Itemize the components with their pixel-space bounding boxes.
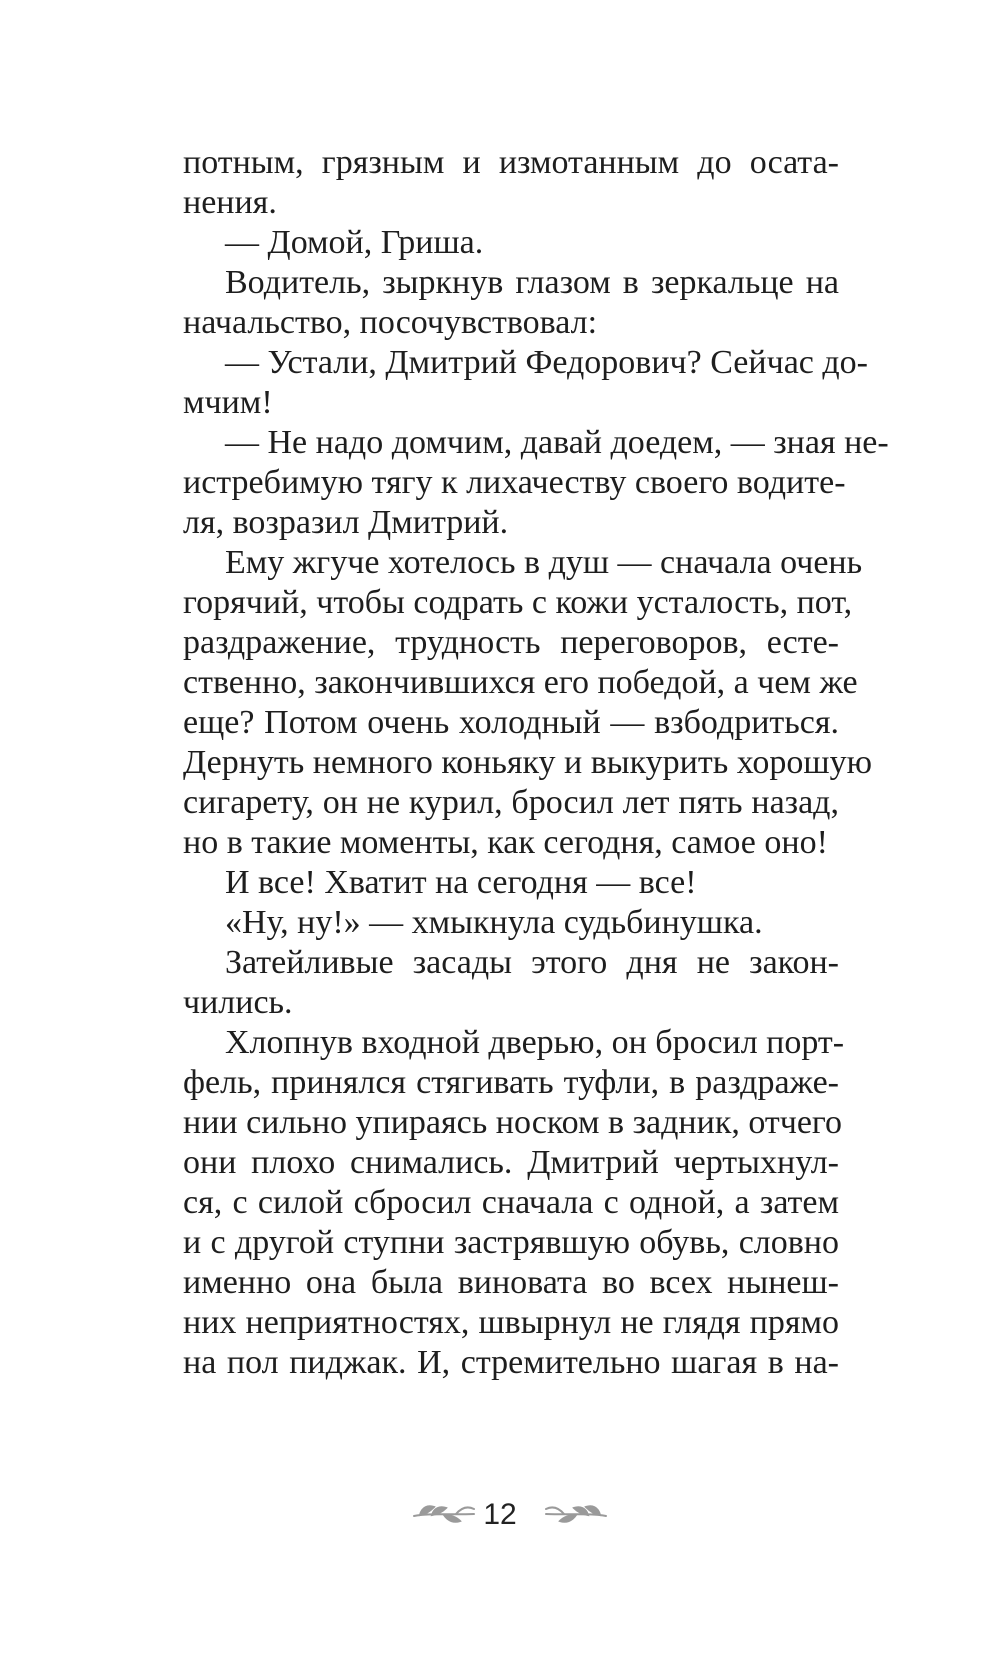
text-line: «Ну, ну!» — хмыкнула судьбинушка. (225, 904, 763, 941)
text-line: сигарету, он не курил, бросил лет пять назад, (183, 784, 839, 821)
text-line: ственно, закончившихся его победой, а чем же (183, 664, 858, 701)
text-line: мчим! (183, 384, 273, 421)
text-line: — Не надо домчим, давай доедем, — зная не- (225, 424, 889, 461)
leaf-ornament-right-icon (540, 1501, 610, 1529)
text-line: Хлопнув входной дверью, он бросил порт- (225, 1024, 845, 1061)
text-line: но в такие моменты, как сегодня, самое оно! (183, 824, 828, 861)
text-line: ся, с силой сбросил сначала с одной, а затем (183, 1184, 839, 1221)
text-line: — Устали, Дмитрий Федорович? Сейчас до- (225, 344, 868, 381)
text-line: именно она была виновата во всех нынеш- (183, 1264, 839, 1301)
text-line: горячий, чтобы содрать с кожи усталость, пот, (183, 584, 853, 621)
text-line: еще? Потом очень холодный — взбодриться. (183, 704, 839, 741)
text-line: Водитель, зыркнув глазом в зеркальце на (225, 264, 839, 301)
text-line: потным, грязным и измотанным до осата- (183, 144, 839, 181)
text-line: нения. (183, 184, 277, 221)
page-number: 12 (483, 1498, 517, 1531)
text-line: нии сильно упираясь носком в задник, отчего (183, 1104, 843, 1141)
text-line: — Домой, Гриша. (225, 224, 484, 261)
text-line: на пол пиджак. И, стремительно шагая в на- (183, 1344, 839, 1381)
text-line: Ему жгуче хотелось в душ — сначала очень (225, 544, 863, 581)
text-line: Дернуть немного коньяку и выкурить хорошую (183, 744, 872, 781)
text-line: истребимую тягу к лихачеству своего водите- (183, 464, 846, 501)
text-line: раздражение, трудность переговоров, есте- (183, 624, 839, 661)
text-line: и с другой ступни застрявшую обувь, словно (183, 1224, 839, 1261)
text-line: они плохо снимались. Дмитрий чертыхнул- (183, 1144, 839, 1181)
text-line: Затейливые засады этого дня не закон- (225, 944, 839, 981)
text-line: них неприятностях, швырнул не глядя прямо (183, 1304, 839, 1341)
text-line: чились. (183, 984, 293, 1021)
text-line: начальство, посочувствовал: (183, 304, 598, 341)
page-footer (0, 1495, 1000, 1535)
text-line: И все! Хватит на сегодня — все! (225, 864, 697, 901)
text-line: ля, возразил Дмитрий. (183, 504, 509, 541)
text-line: фель, принялся стягивать туфли, в раздраже- (183, 1064, 839, 1101)
